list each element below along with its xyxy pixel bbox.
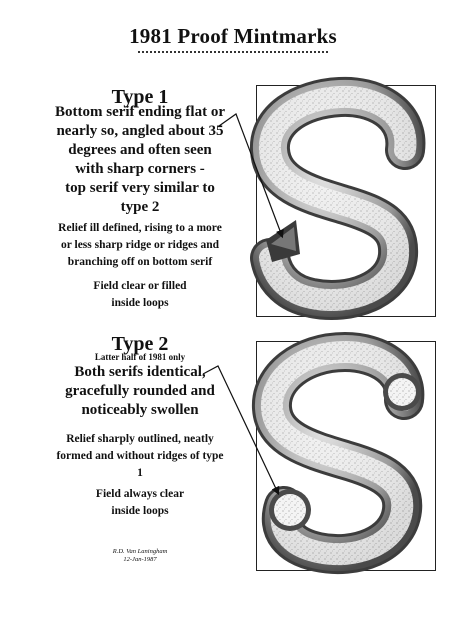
author-signature: R.D. Van Laningham 12-Jan-1987 bbox=[112, 548, 168, 563]
type2-top-serif-fill bbox=[388, 378, 416, 406]
type2-subheading: Latter half of 1981 only bbox=[94, 352, 186, 362]
type1-field-note: Field clear or filled inside loops bbox=[93, 280, 187, 309]
type2-s-mintmark-illustration bbox=[269, 352, 421, 554]
type1-heading: Type 1 bbox=[111, 86, 169, 108]
type2-field-note: Field always clear inside loops bbox=[95, 488, 185, 517]
type1-relief-note: Relief ill defined, rising to a more or less sharp ridge or ridges and branching off on bottom serif bbox=[58, 222, 222, 268]
type1-s-mintmark-illustration bbox=[266, 97, 405, 300]
type2-serif-fill bbox=[274, 494, 306, 526]
page-title: 1981 Proof Mintmarks bbox=[129, 24, 337, 48]
type2-description: Both serifs identical, gracefully rounded and noticeably swollen bbox=[65, 364, 215, 418]
type2-heading: Type 2 bbox=[111, 333, 169, 355]
type2-relief-note: Relief sharply outlined, neatly formed and without ridges of type 1 bbox=[56, 433, 224, 479]
type1-description: Bottom serif ending flat or nearly so, angled about 35 degrees and often seen with sharp corners - top serif very similar to type 2 bbox=[55, 104, 225, 215]
